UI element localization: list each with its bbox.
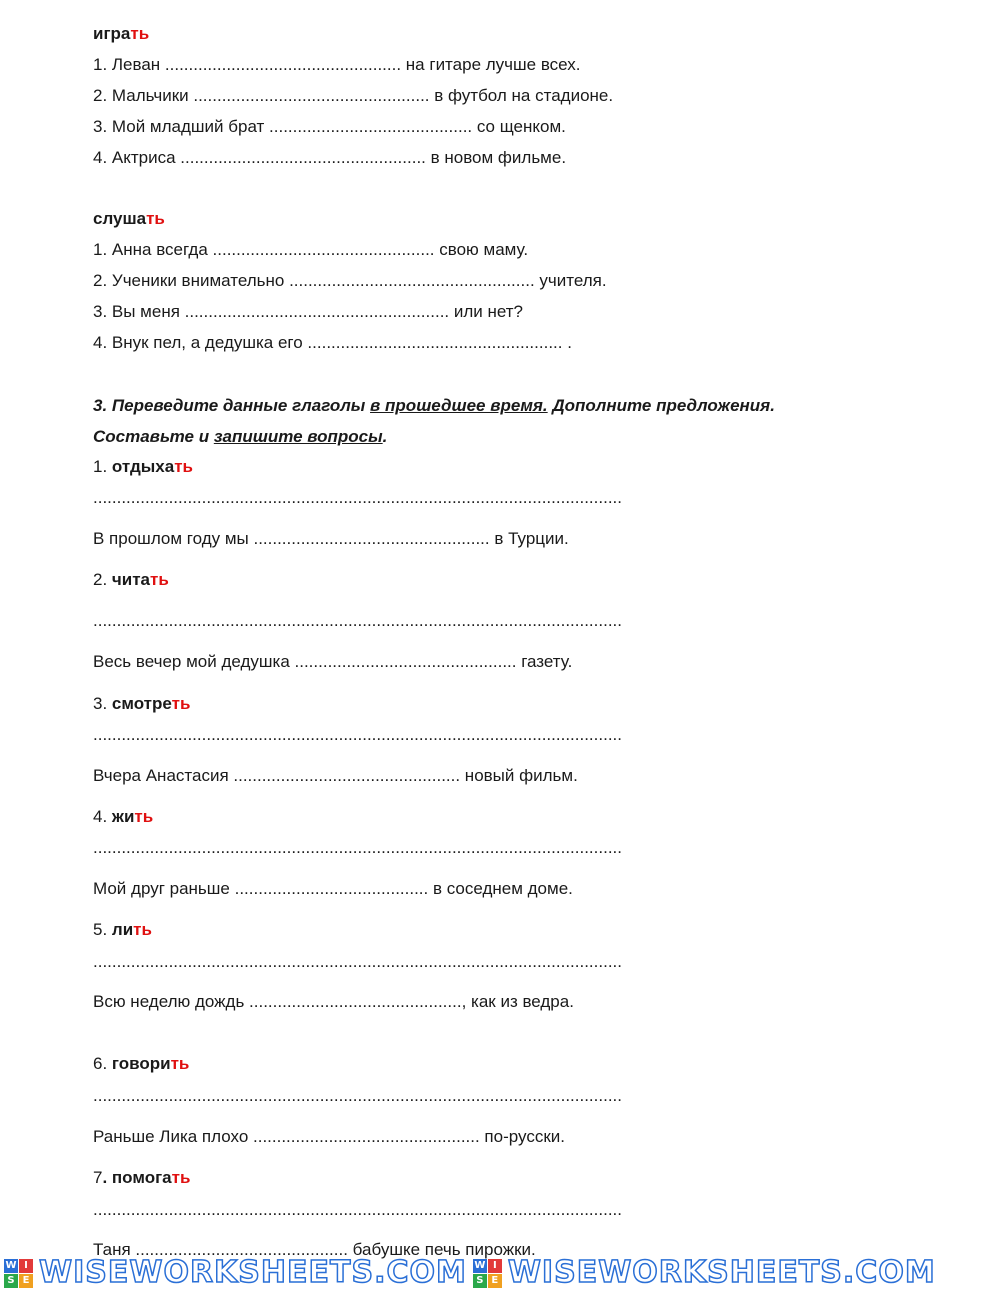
list-item: 3. Мой младший брат ........................................... со щенком. — [93, 117, 566, 136]
sentence: В прошлом году мы .................................................. в Турции. — [93, 529, 569, 548]
watermark-text: WISEWORKSHEETS.COM — [507, 1255, 936, 1290]
verb-heading: 6. говорить — [93, 1054, 190, 1073]
list-item: 1. Анна всегда ............................................... свою маму. — [93, 240, 529, 259]
list-item: 4. Внук пел, а дедушка его ...................................................... . — [93, 333, 572, 352]
logo-icon: W I S E — [473, 1259, 502, 1288]
answer-line[interactable]: ................................................................................................................ — [93, 838, 622, 857]
answer-line[interactable]: ................................................................................................................ — [93, 488, 622, 507]
task3-subtitle: Составьте и запишите вопросы. — [93, 427, 388, 446]
verb-heading: 4. жить — [93, 807, 154, 826]
verb-heading: 5. лить — [93, 920, 152, 939]
verb-heading: 7. помогать — [93, 1168, 191, 1187]
watermark-text: WISEWORKSHEETS.COM — [39, 1255, 467, 1290]
task3-title: 3. Переведите данные глаголы в прошедшее время. Дополните предложения. — [93, 396, 775, 415]
answer-line[interactable]: ................................................................................................................ — [93, 1200, 622, 1219]
section-title-slushat: слушать — [93, 209, 165, 228]
sentence: Мой друг раньше ......................................... в соседнем доме. — [93, 879, 573, 898]
section-title-igrat: играть — [93, 24, 150, 43]
answer-line[interactable]: ................................................................................................................ — [93, 725, 622, 744]
sentence: Вчера Анастасия ................................................ новый фильм. — [93, 766, 578, 785]
answer-line[interactable]: ................................................................................................................ — [93, 1086, 622, 1105]
answer-line[interactable]: ................................................................................................................ — [93, 952, 622, 971]
verb-heading: 2. читать — [93, 570, 169, 589]
list-item: 1. Леван .................................................. на гитаре лучше всех. — [93, 55, 581, 74]
sentence: Всю неделю дождь ............................................., как из ведра. — [93, 992, 574, 1011]
verb-heading: 3. смотреть — [93, 694, 191, 713]
sentence: Таня ............................................. бабушке печь пирожки. — [93, 1240, 536, 1259]
list-item: 3. Вы меня ........................................................ или нет? — [93, 302, 524, 321]
answer-line[interactable]: ................................................................................................................ — [93, 611, 622, 630]
sentence: Весь вечер мой дедушка ............................................... газету. — [93, 652, 573, 671]
verb-heading: 1. отдыхать — [93, 457, 193, 476]
list-item: 2. Ученики внимательно .................................................... учителя. — [93, 271, 607, 290]
logo-icon: W I S E — [4, 1259, 33, 1288]
sentence: Раньше Лика плохо ................................................ по-русски. — [93, 1127, 565, 1146]
list-item: 4. Актриса .................................................... в новом фильме. — [93, 148, 567, 167]
watermark-footer — [0, 1255, 1000, 1291]
list-item: 2. Мальчики .................................................. в футбол на стадионе. — [93, 86, 614, 105]
